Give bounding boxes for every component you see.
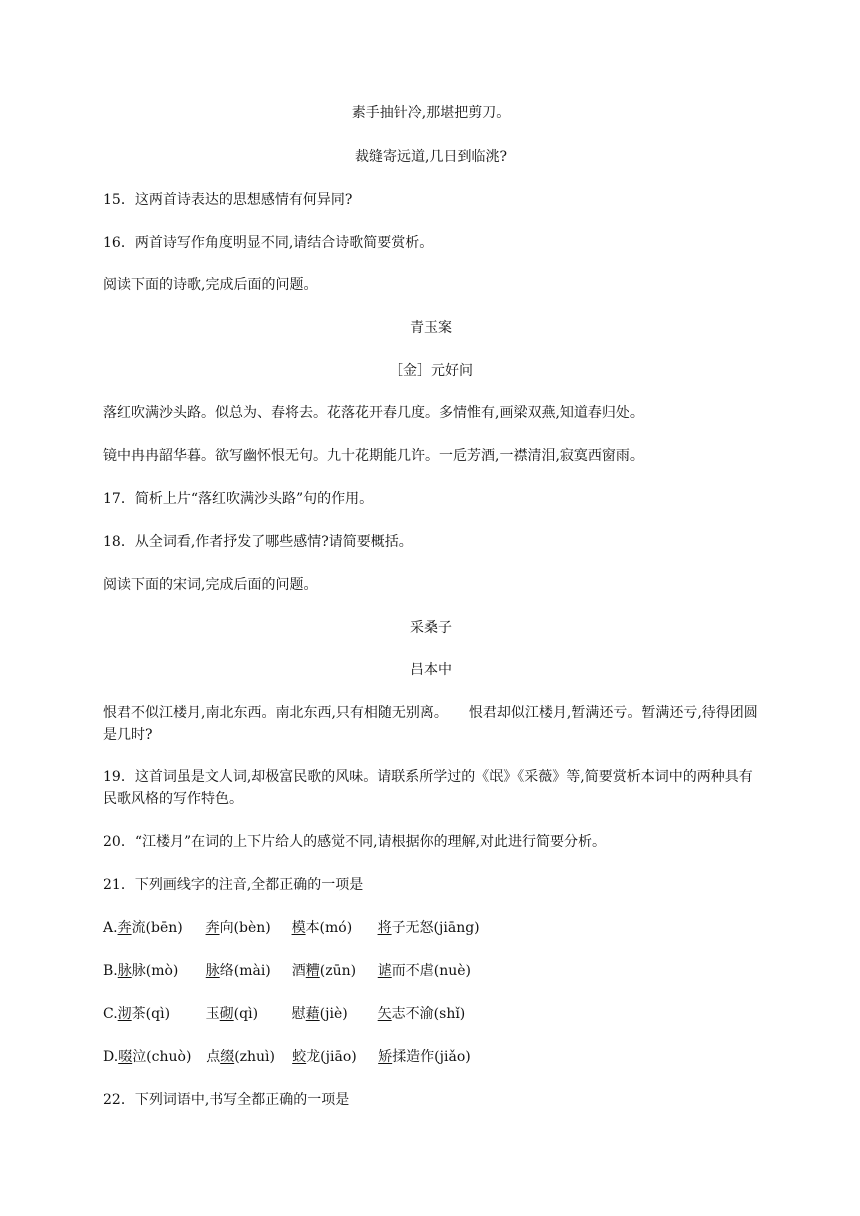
option-b-item-4 bbox=[378, 960, 471, 982]
option-c-item-2 bbox=[206, 1003, 292, 1025]
item-rest: 龙(jiāo) bbox=[306, 1049, 357, 1065]
option-a-item-2 bbox=[206, 917, 292, 939]
underlined-char: 脉 bbox=[205, 963, 220, 979]
option-a-item-3 bbox=[292, 917, 378, 939]
option-d-item-4 bbox=[378, 1046, 471, 1068]
option-c-item-1 bbox=[118, 1003, 206, 1025]
option-b-item-3 bbox=[292, 960, 378, 982]
underlined-char: 谑 bbox=[377, 963, 392, 979]
option-a-label: A. bbox=[103, 920, 118, 936]
item-rest: 本(mó) bbox=[305, 920, 353, 936]
poem1-line2: 裁缝寄远道,几日到临洮? bbox=[355, 149, 507, 165]
option-b-item-2 bbox=[206, 960, 292, 982]
underlined-char: 蛟 bbox=[292, 1049, 307, 1065]
option-a[interactable] bbox=[103, 917, 759, 939]
underlined-char: 藉 bbox=[305, 1006, 320, 1022]
option-c-label: C. bbox=[103, 1006, 118, 1022]
item-rest: 子无怒(jiāng) bbox=[391, 920, 480, 936]
underlined-char: 将 bbox=[377, 920, 392, 936]
underlined-char: 啜 bbox=[118, 1049, 133, 1065]
underlined-char: 奔 bbox=[205, 920, 220, 936]
poem2-line2: 镜中冉冉韶华暮。欲写幽怀恨无句。九十花期能几许。一卮芳酒,一襟清泪,寂寞西窗雨。 bbox=[103, 448, 644, 464]
poem1-line1: 素手抽针冷,那堪把剪刀。 bbox=[351, 105, 511, 121]
poem2-line1: 落红吹满沙头路。似总为、春将去。花落花开春几度。多情惟有,画梁双燕,知道春归处。 bbox=[103, 405, 644, 421]
item-rest: 流(bēn) bbox=[131, 920, 183, 936]
item-rest: 而不虐(nuè) bbox=[391, 963, 471, 979]
poem2-title: 青玉案 bbox=[410, 320, 452, 336]
option-d-item-3 bbox=[292, 1046, 378, 1068]
poem2-author: ［金］元好问 bbox=[389, 363, 473, 379]
poem3-text: 恨君不似江楼月,南北东西。南北东西,只有相随无别离。 恨君却似江楼月,暂满还亏。暂满还亏,待得团圆是几时? bbox=[103, 705, 758, 743]
item-prefix: 点 bbox=[206, 1049, 221, 1065]
underlined-char: 模 bbox=[291, 920, 306, 936]
item-prefix: 慰 bbox=[291, 1006, 306, 1022]
question-21: 21．下列画线字的注音,全都正确的一项是 bbox=[103, 877, 364, 893]
option-c-item-4 bbox=[378, 1003, 466, 1025]
poem3-author: 吕本中 bbox=[410, 662, 452, 678]
option-d-item-2 bbox=[206, 1046, 292, 1068]
option-c[interactable] bbox=[103, 1003, 759, 1025]
item-rest: (jiè) bbox=[319, 1006, 348, 1022]
underlined-char: 脉 bbox=[117, 963, 132, 979]
item-rest: 向(bèn) bbox=[219, 920, 271, 936]
item-rest: 络(mài) bbox=[219, 963, 271, 979]
underlined-char: 缀 bbox=[220, 1049, 235, 1065]
item-rest: 脉(mò) bbox=[131, 963, 179, 979]
option-b[interactable] bbox=[103, 960, 759, 982]
option-b-item-1 bbox=[118, 960, 206, 982]
reading-intro-2: 阅读下面的诗歌,完成后面的问题。 bbox=[103, 277, 318, 293]
option-a-item-4 bbox=[378, 917, 480, 939]
option-b-label: B. bbox=[103, 963, 118, 979]
question-15: 15．这两首诗表达的思想感情有何异同? bbox=[103, 192, 353, 208]
underlined-char: 砌 bbox=[219, 1006, 234, 1022]
underlined-char: 矫 bbox=[378, 1049, 393, 1065]
option-c-item-3 bbox=[292, 1003, 378, 1025]
item-rest: 志不渝(shǐ) bbox=[391, 1006, 466, 1022]
option-a-item-1 bbox=[118, 917, 206, 939]
reading-intro-3: 阅读下面的宋词,完成后面的问题。 bbox=[103, 577, 318, 593]
underlined-char: 沏 bbox=[117, 1006, 132, 1022]
item-rest: (qì) bbox=[233, 1006, 259, 1022]
option-d-item-1 bbox=[118, 1046, 206, 1068]
question-18: 18．从全词看,作者抒发了哪些感情?请简要概括。 bbox=[103, 534, 413, 550]
item-prefix: 酒 bbox=[291, 963, 306, 979]
question-16: 16．两首诗写作角度明显不同,请结合诗歌简要赏析。 bbox=[103, 235, 434, 251]
option-d-label: D. bbox=[103, 1049, 119, 1065]
item-prefix: 玉 bbox=[205, 1006, 220, 1022]
poem3-title: 采桑子 bbox=[410, 620, 452, 636]
item-rest: 揉造作(jiǎo) bbox=[392, 1049, 471, 1065]
question-22: 22．下列词语中,书写全都正确的一项是 bbox=[103, 1092, 350, 1108]
item-rest: (zūn) bbox=[319, 963, 357, 979]
option-d[interactable] bbox=[103, 1046, 759, 1068]
underlined-char: 糟 bbox=[305, 963, 320, 979]
item-rest: (zhuì) bbox=[234, 1049, 275, 1065]
underlined-char: 矢 bbox=[377, 1006, 392, 1022]
item-rest: 泣(chuò) bbox=[132, 1049, 192, 1065]
question-19: 19．这首词虽是文人词,却极富民歌的风味。请联系所学过的《氓》《采薇》等,简要赏析本词中的两种具有民歌风格的写作特色。 bbox=[103, 769, 753, 807]
item-rest: 茶(qì) bbox=[131, 1006, 171, 1022]
underlined-char: 奔 bbox=[117, 920, 132, 936]
question-17: 17．简析上片“落红吹满沙头路”句的作用。 bbox=[103, 491, 374, 507]
question-20: 20．“江楼月”在词的上下片给人的感觉不同,请根据你的理解,对此进行简要分析。 bbox=[103, 834, 607, 850]
